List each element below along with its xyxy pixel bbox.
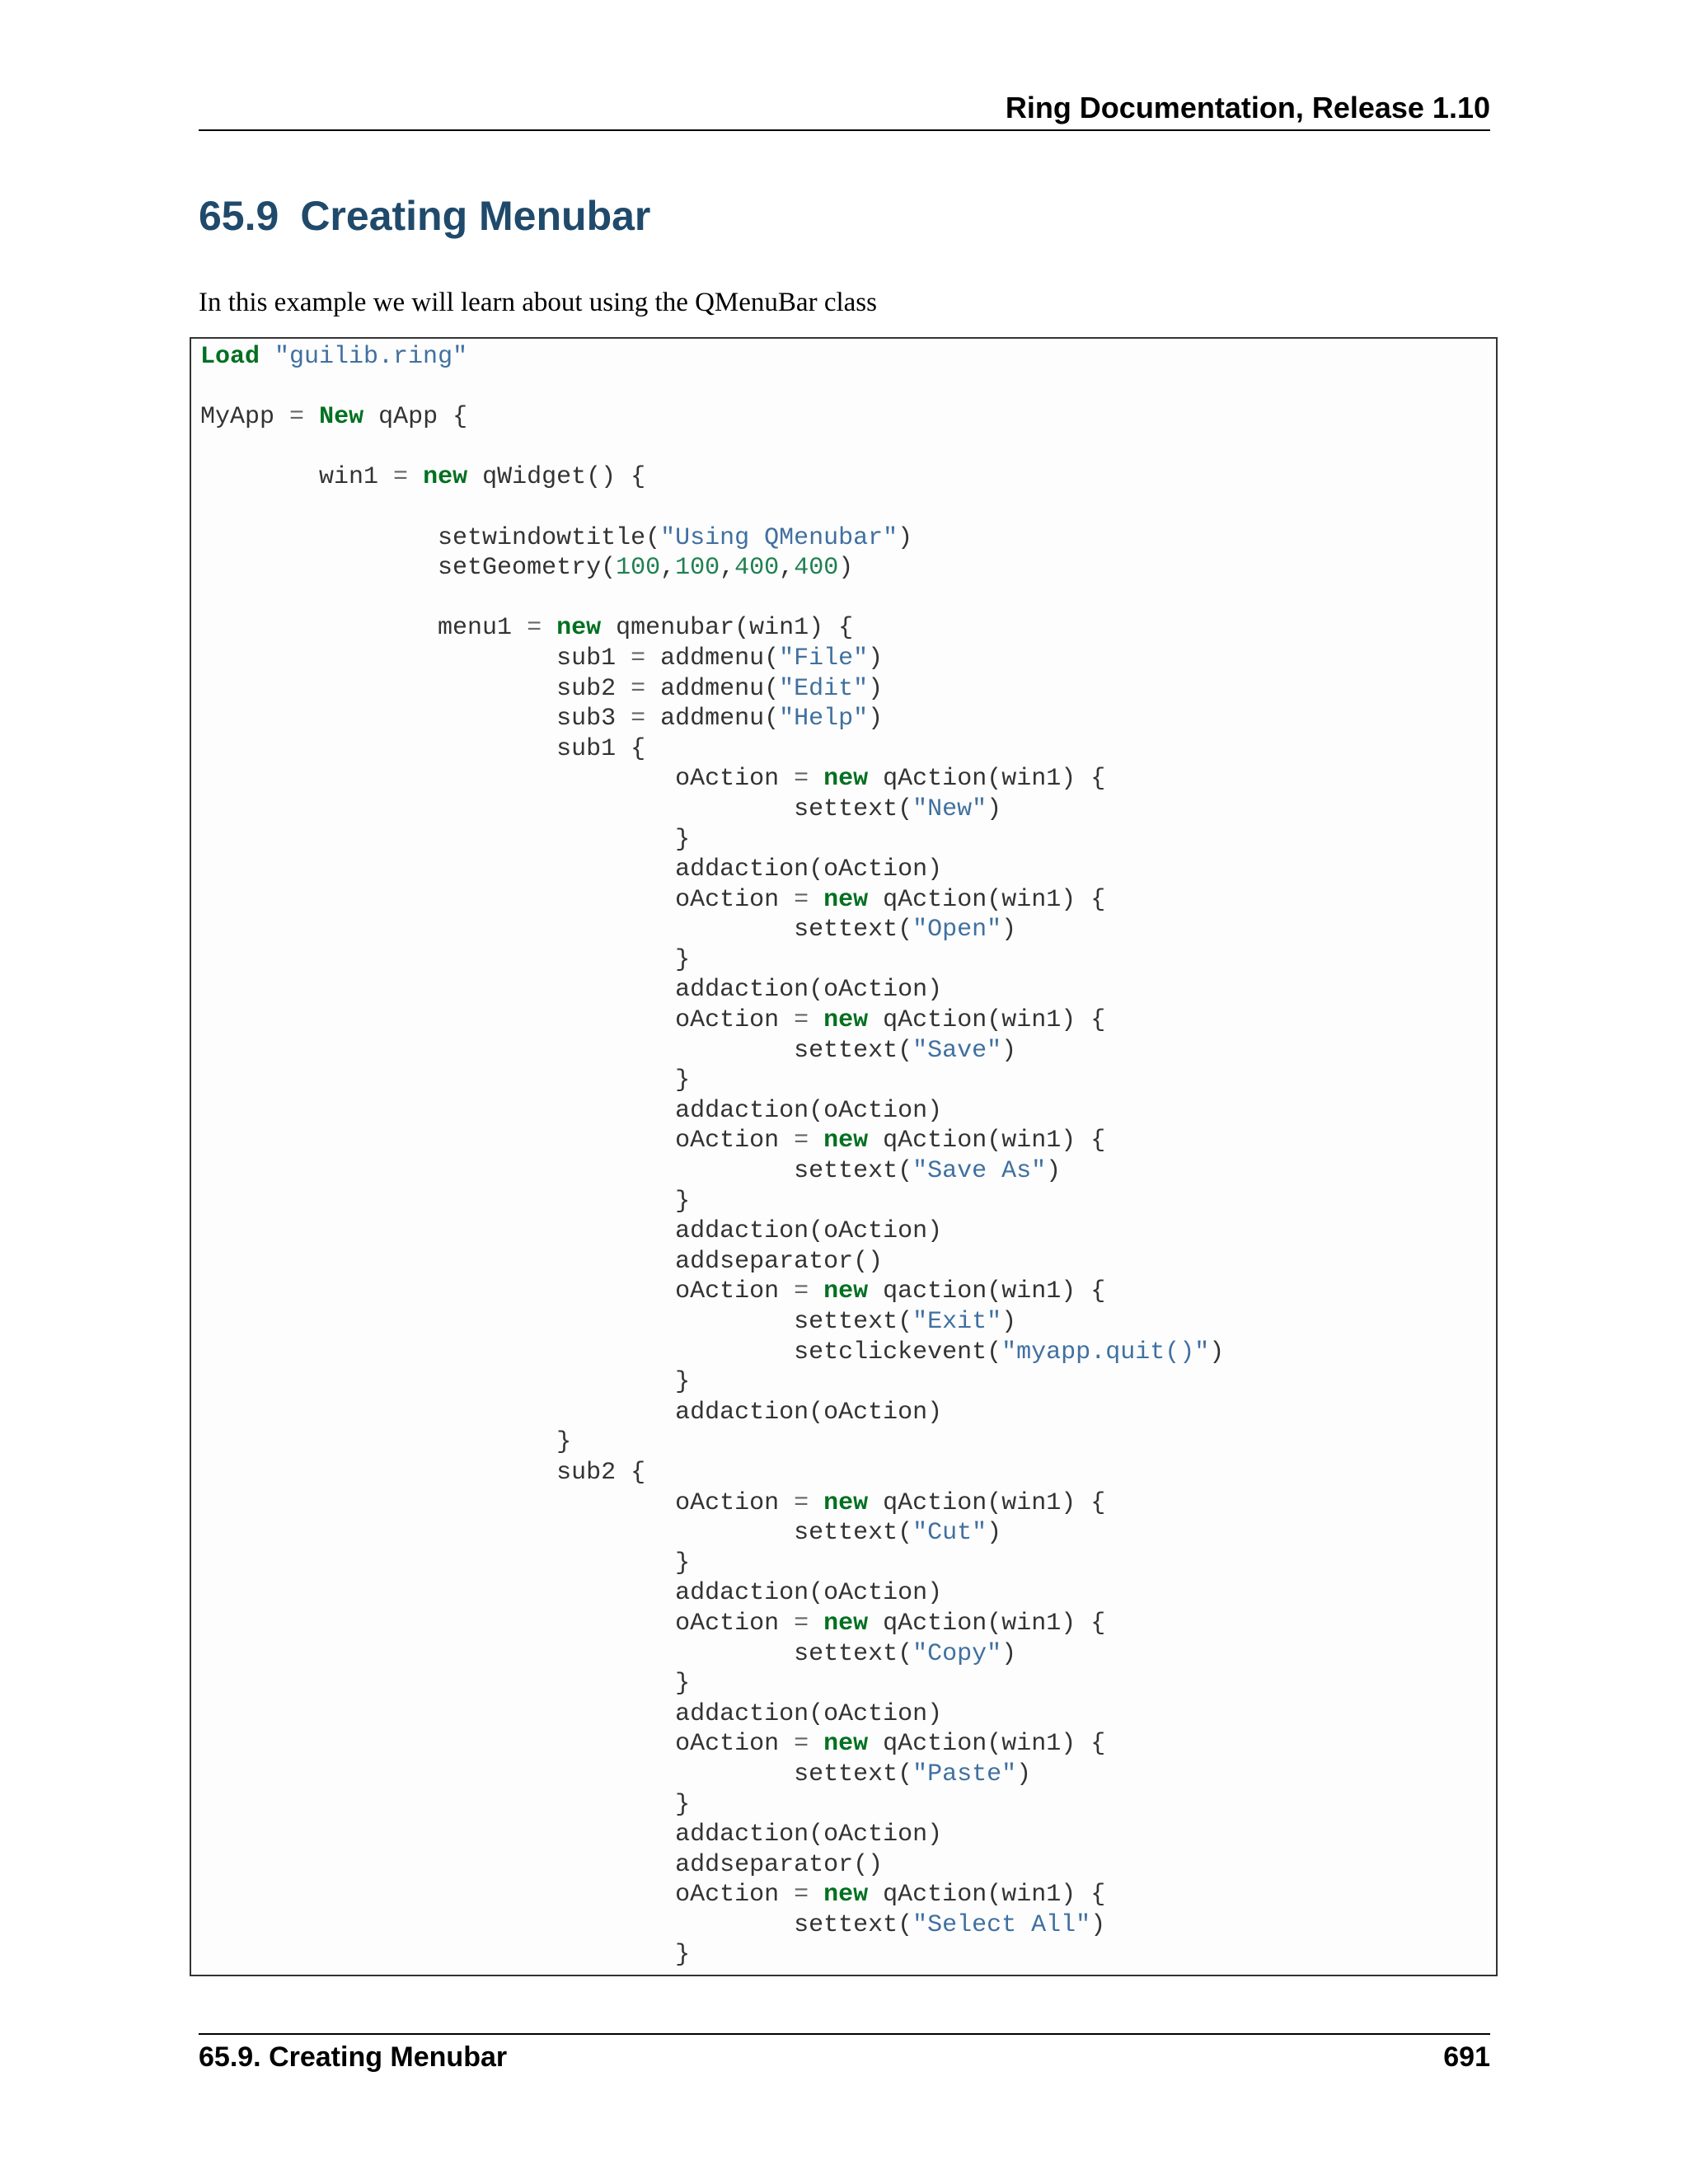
code-string: "Save"	[912, 1036, 1002, 1065]
header-rule	[199, 129, 1490, 131]
code-string: "Select All"	[912, 1910, 1091, 1939]
code-number: 400	[734, 554, 780, 583]
code-keyword: New	[319, 403, 364, 432]
code-text: }	[200, 1941, 691, 1970]
code-text: addaction(oAction)	[200, 1821, 943, 1849]
code-keyword: new	[823, 885, 869, 914]
code-keyword: Load	[200, 343, 260, 371]
intro-paragraph: In this example we will learn about using the QMenuBar class	[199, 288, 877, 317]
code-text	[809, 1277, 823, 1305]
code-operator: =	[794, 765, 809, 794]
code-text: settext(	[200, 794, 913, 823]
code-line	[200, 1216, 1224, 1247]
code-line	[200, 373, 1224, 403]
code-text: addaction(oAction)	[200, 1579, 943, 1608]
code-text: win1	[200, 463, 394, 492]
code-keyword: new	[423, 463, 468, 492]
code-line	[200, 553, 1224, 583]
code-text: )	[987, 1519, 1002, 1548]
code-text: }	[200, 1428, 572, 1457]
code-text: addmenu(	[645, 705, 780, 733]
code-operator: =	[794, 1127, 809, 1155]
code-text: )	[1046, 1157, 1062, 1186]
code-text	[809, 1610, 823, 1638]
code-text: addaction(oAction)	[200, 1699, 943, 1728]
code-line	[200, 1910, 1224, 1941]
code-operator: =	[631, 705, 646, 733]
footer-rule	[199, 2033, 1490, 2035]
code-string: "Help"	[779, 705, 869, 733]
code-line	[200, 945, 1224, 976]
code-line	[200, 644, 1224, 674]
code-text: qmenubar(win1) {	[601, 614, 854, 643]
code-line	[200, 1760, 1224, 1790]
code-operator: =	[794, 885, 809, 914]
code-string: "Edit"	[779, 674, 869, 703]
code-number: 100	[675, 554, 720, 583]
code-string: "Save As"	[912, 1157, 1047, 1186]
code-line	[200, 704, 1224, 734]
code-text: addaction(oAction)	[200, 1096, 943, 1125]
page-number: 691	[1443, 2041, 1490, 2073]
code-text: menu1	[200, 614, 528, 643]
code-line	[200, 1940, 1224, 1971]
code-keyword: new	[823, 1881, 869, 1910]
code-text	[809, 765, 823, 793]
code-text	[542, 614, 556, 642]
code-text	[809, 1489, 823, 1517]
code-line	[200, 1549, 1224, 1579]
code-keyword: new	[556, 614, 602, 643]
code-text: qAction(win1) {	[868, 1127, 1106, 1155]
code-text: sub2 {	[200, 1458, 646, 1487]
code-text: )	[868, 705, 884, 733]
code-line	[200, 1036, 1224, 1066]
code-line	[200, 1096, 1224, 1127]
code-text: )	[1001, 1308, 1017, 1336]
code-string: "File"	[779, 644, 869, 673]
code-text: )	[1001, 1639, 1017, 1668]
code-text: settext(	[200, 1036, 913, 1065]
code-text: qAction(win1) {	[868, 1488, 1106, 1517]
code-string: "guilib.ring"	[274, 343, 468, 371]
code-keyword: new	[823, 1006, 869, 1035]
code-line	[200, 825, 1224, 855]
code-text: oAction	[200, 1127, 795, 1155]
code-text: qApp {	[363, 403, 468, 432]
code-line	[200, 1609, 1224, 1639]
code-text: settext(	[200, 1639, 913, 1668]
code-text: )	[1090, 1910, 1106, 1939]
code-line	[200, 1427, 1224, 1458]
code-text: qAction(win1) {	[868, 1881, 1106, 1910]
code-text: }	[200, 1187, 691, 1216]
code-line	[200, 1699, 1224, 1730]
code-line	[200, 1790, 1224, 1821]
code-line	[200, 1729, 1224, 1760]
code-keyword: new	[823, 1488, 869, 1517]
code-keyword: new	[823, 1609, 869, 1638]
code-text: }	[200, 1368, 691, 1397]
code-text: ,	[720, 554, 735, 583]
code-block	[190, 337, 1498, 1976]
code-text: settext(	[200, 1308, 913, 1336]
code-line	[200, 1367, 1224, 1398]
code-line	[200, 462, 1224, 493]
code-string: "Paste"	[912, 1760, 1017, 1788]
code-line	[200, 1187, 1224, 1217]
code-text: setclickevent(	[200, 1338, 1002, 1366]
code-string: "Open"	[912, 916, 1002, 944]
code-text: addaction(oAction)	[200, 1217, 943, 1246]
code-line	[200, 493, 1224, 523]
code-text: oAction	[200, 1730, 795, 1759]
code-text: qAction(win1) {	[868, 765, 1106, 794]
code-text: }	[200, 1066, 691, 1095]
code-text: )	[1209, 1338, 1225, 1366]
code-line	[200, 885, 1224, 916]
code-text	[809, 1006, 823, 1034]
code-line	[200, 1820, 1224, 1850]
code-text: addmenu(	[645, 674, 780, 703]
code-string: "Exit"	[912, 1308, 1002, 1336]
code-text: oAction	[200, 1609, 795, 1638]
code-line	[200, 523, 1224, 554]
code-line	[200, 1458, 1224, 1488]
code-text: MyApp	[200, 403, 290, 432]
code-text: settext(	[200, 1760, 913, 1788]
code-line	[200, 1488, 1224, 1519]
code-text: )	[898, 523, 913, 552]
code-line	[200, 855, 1224, 885]
code-text	[809, 1881, 823, 1909]
code-number: 100	[616, 554, 661, 583]
code-string: "Copy"	[912, 1639, 1002, 1668]
code-line	[200, 764, 1224, 794]
code-text: setwindowtitle(	[200, 523, 661, 552]
code-line	[200, 1307, 1224, 1338]
code-line	[200, 342, 1224, 373]
code-text: qWidget() {	[467, 463, 646, 492]
code-text: addaction(oAction)	[200, 976, 943, 1005]
code-text: }	[200, 825, 691, 854]
code-line	[200, 613, 1224, 644]
code-keyword: new	[823, 765, 869, 794]
code-text: }	[200, 1670, 691, 1699]
code-text: oAction	[200, 1488, 795, 1517]
code-text: qAction(win1) {	[868, 1006, 1106, 1035]
code-text: oAction	[200, 1006, 795, 1035]
code-line	[200, 1850, 1224, 1881]
code-text: ,	[779, 554, 795, 583]
code-keyword: new	[823, 1127, 869, 1155]
code-listing	[200, 342, 1224, 1971]
code-text: oAction	[200, 1277, 795, 1306]
code-text: )	[1001, 916, 1017, 944]
code-line	[200, 1880, 1224, 1910]
footer-section-label: 65.9. Creating Menubar	[199, 2041, 508, 2073]
code-operator: =	[393, 463, 409, 492]
code-text: qaction(win1) {	[868, 1277, 1106, 1306]
code-text: addseparator()	[200, 1247, 884, 1276]
code-text: setGeometry(	[200, 554, 617, 583]
code-text	[809, 886, 823, 914]
code-text: oAction	[200, 1881, 795, 1910]
code-text: qAction(win1) {	[868, 1730, 1106, 1759]
code-text: settext(	[200, 1157, 913, 1186]
code-line	[200, 1669, 1224, 1699]
code-operator: =	[794, 1277, 809, 1306]
section-title-text: Creating Menubar	[300, 193, 651, 239]
code-operator: =	[289, 403, 305, 432]
code-text: sub1 {	[200, 734, 646, 763]
code-text: )	[1016, 1760, 1032, 1788]
code-text: settext(	[200, 1519, 913, 1548]
code-line	[200, 1156, 1224, 1187]
code-string: "New"	[912, 794, 987, 823]
code-line	[200, 402, 1224, 433]
code-line	[200, 1518, 1224, 1549]
code-line	[200, 1578, 1224, 1609]
running-header: Ring Documentation, Release 1.10	[1005, 91, 1490, 124]
code-line	[200, 915, 1224, 945]
code-operator: =	[794, 1609, 809, 1638]
code-line	[200, 975, 1224, 1005]
code-text: )	[868, 644, 884, 673]
code-text: )	[838, 554, 854, 583]
code-string: "Using QMenubar"	[660, 523, 898, 552]
code-text: )	[1001, 1036, 1017, 1065]
code-text: oAction	[200, 765, 795, 794]
code-operator: =	[631, 644, 646, 673]
code-string: "myapp.quit()"	[1001, 1338, 1210, 1366]
section-heading	[199, 192, 650, 240]
code-operator: =	[527, 614, 542, 643]
code-keyword: new	[823, 1277, 869, 1306]
code-text	[809, 1127, 823, 1155]
code-line	[200, 1066, 1224, 1096]
code-line	[200, 1005, 1224, 1036]
code-line	[200, 1338, 1224, 1368]
code-line	[200, 1398, 1224, 1428]
code-line	[200, 794, 1224, 825]
code-line	[200, 674, 1224, 705]
code-text: addaction(oAction)	[200, 1398, 943, 1427]
code-line	[200, 1126, 1224, 1156]
code-text: }	[200, 945, 691, 974]
code-line	[200, 433, 1224, 463]
code-text: addseparator()	[200, 1850, 884, 1879]
code-text: addaction(oAction)	[200, 855, 943, 884]
code-text: )	[987, 794, 1002, 823]
code-text	[809, 1730, 823, 1758]
code-string: "Cut"	[912, 1519, 987, 1548]
code-operator: =	[794, 1730, 809, 1759]
code-text: settext(	[200, 1910, 913, 1939]
code-text: }	[200, 1549, 691, 1577]
code-line	[200, 734, 1224, 765]
code-text: }	[200, 1790, 691, 1819]
code-line	[200, 1277, 1224, 1307]
code-text: )	[868, 674, 884, 703]
code-operator: =	[794, 1488, 809, 1517]
code-text	[260, 343, 274, 371]
code-text: addmenu(	[645, 644, 780, 673]
code-line	[200, 1247, 1224, 1277]
code-text: sub2	[200, 674, 631, 703]
code-operator: =	[794, 1881, 809, 1910]
code-text: sub3	[200, 705, 631, 733]
code-text: ,	[660, 554, 676, 583]
code-text: settext(	[200, 916, 913, 944]
code-text	[304, 403, 319, 431]
code-text: qAction(win1) {	[868, 885, 1106, 914]
code-operator: =	[631, 674, 646, 703]
section-number: 65.9	[199, 193, 279, 239]
code-line	[200, 583, 1224, 614]
code-operator: =	[794, 1006, 809, 1035]
code-keyword: new	[823, 1730, 869, 1759]
code-number: 400	[794, 554, 839, 583]
code-text: oAction	[200, 885, 795, 914]
code-text	[408, 463, 423, 491]
code-text: qAction(win1) {	[868, 1609, 1106, 1638]
code-text: sub1	[200, 644, 631, 673]
code-line	[200, 1639, 1224, 1670]
